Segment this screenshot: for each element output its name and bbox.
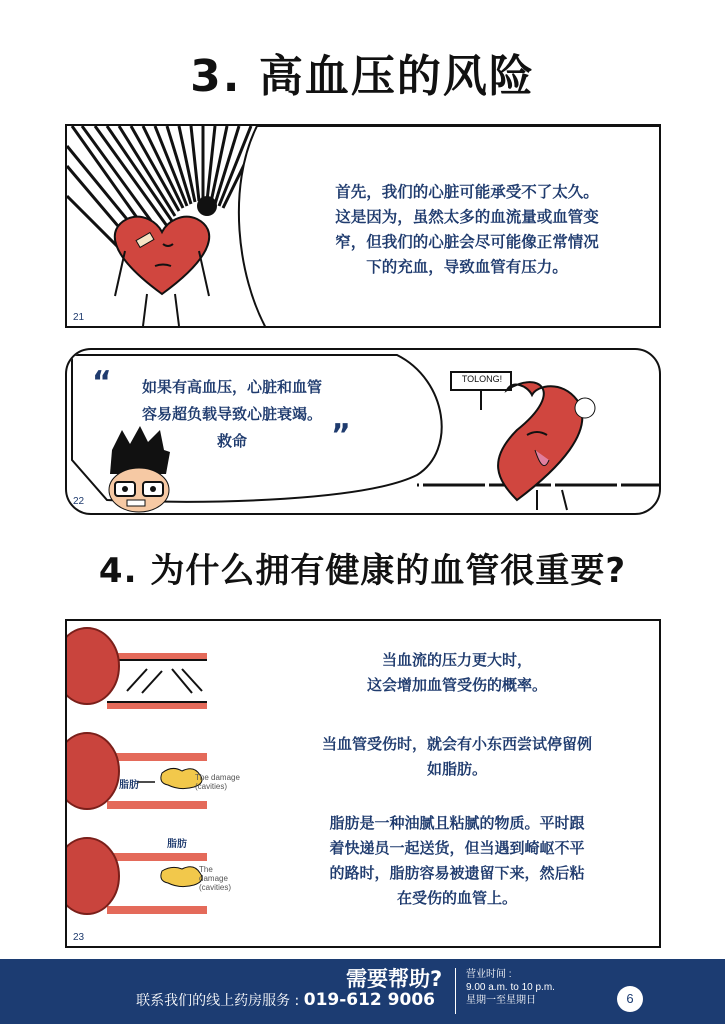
panel-number: 22 <box>73 496 85 507</box>
hours-days: 星期一至星期日 <box>466 995 536 1006</box>
text-line: 在受伤的血管上。 <box>396 889 517 907</box>
text-line: 下的充血，导致血管有压力。 <box>366 258 568 276</box>
panel-number: 23 <box>73 932 85 943</box>
phone-number[interactable]: 019-612 9006 <box>303 990 435 1010</box>
need-help-heading: 需要帮助? <box>346 967 443 991</box>
collapsed-heart-character <box>451 372 595 510</box>
tolong-sign-text: TOLONG! <box>461 374 503 384</box>
text-line: 首先，我们的心脏可能承受不了太久。 <box>335 183 599 201</box>
hours-time: 9.00 a.m. to 10 p.m. <box>466 982 555 993</box>
tired-heart-character <box>115 196 217 326</box>
damage-label-3 <box>199 865 231 892</box>
damage-label-2 <box>195 773 240 791</box>
comic-panel-21 <box>65 124 661 328</box>
section-3-title: 3. 高血压的风险 <box>190 51 535 102</box>
text-line: 这是因为，虽然太多的血流量或血管变 <box>335 208 599 226</box>
label-line: (cavities) <box>199 883 232 892</box>
text-line: 这会增加血管受伤的概率。 <box>366 676 547 694</box>
text-line: 脂肪是一种油腻且粘腻的物质。平时跟 <box>329 814 585 832</box>
heart-organ-1 <box>67 628 119 704</box>
help-cry: 救命 <box>216 432 247 450</box>
text-line: 的路时，脂肪容易被遗留下来，然后粘 <box>329 864 585 882</box>
vessel-illustration-3 <box>107 853 207 914</box>
text-line: 容易超负载导致心脏衰竭。 <box>141 405 322 423</box>
text-line: 当血流的压力更大时， <box>381 651 532 669</box>
vessel-illustration-1 <box>107 653 207 709</box>
panel-number: 21 <box>73 312 85 323</box>
fat-label-3: 脂肪 <box>167 839 187 850</box>
hours-title: 营业时间 : <box>466 969 512 980</box>
footer-divider <box>455 968 456 1014</box>
label-line: (cavities) <box>195 782 228 791</box>
label-line: The damage <box>195 773 240 782</box>
quote-open-mark: “ <box>92 365 112 400</box>
panel-23-paragraph-3 <box>262 811 652 911</box>
contact-line <box>136 990 435 1010</box>
text-line: 如果有高血压，心脏和血管 <box>141 378 322 396</box>
page-number-badge: 6 <box>617 986 643 1012</box>
panel-22-text <box>117 374 347 455</box>
text-line: 当血管受伤时，就会有小东西尝试停留例 <box>321 735 592 753</box>
contact-label: 联系我们的线上药房服务 : <box>136 993 304 1009</box>
quote-close-mark: ” <box>331 418 351 453</box>
panel-21-text <box>277 180 657 280</box>
text-line: 如脂肪。 <box>426 760 487 778</box>
panel-23-paragraph-2 <box>262 732 652 782</box>
comic-panel-22 <box>65 348 661 515</box>
comic-panel-23 <box>65 619 661 948</box>
text-line: 窄，但我们的心脏会尽可能像正常情况 <box>335 233 599 251</box>
text-line: 着快递员一起送货，但当遇到崎岖不平 <box>329 839 585 857</box>
panel-23-paragraph-1 <box>262 648 652 698</box>
help-footer <box>0 959 725 1024</box>
business-hours <box>466 968 555 1007</box>
heart-organ-2 <box>67 733 119 809</box>
label-line: damage <box>199 874 228 883</box>
heart-organ-3 <box>67 838 119 914</box>
fat-label-2: 脂肪 <box>119 780 139 791</box>
section-4-title: 4. 为什么拥有健康的血管很重要? <box>98 551 627 591</box>
label-line: The <box>199 865 213 874</box>
